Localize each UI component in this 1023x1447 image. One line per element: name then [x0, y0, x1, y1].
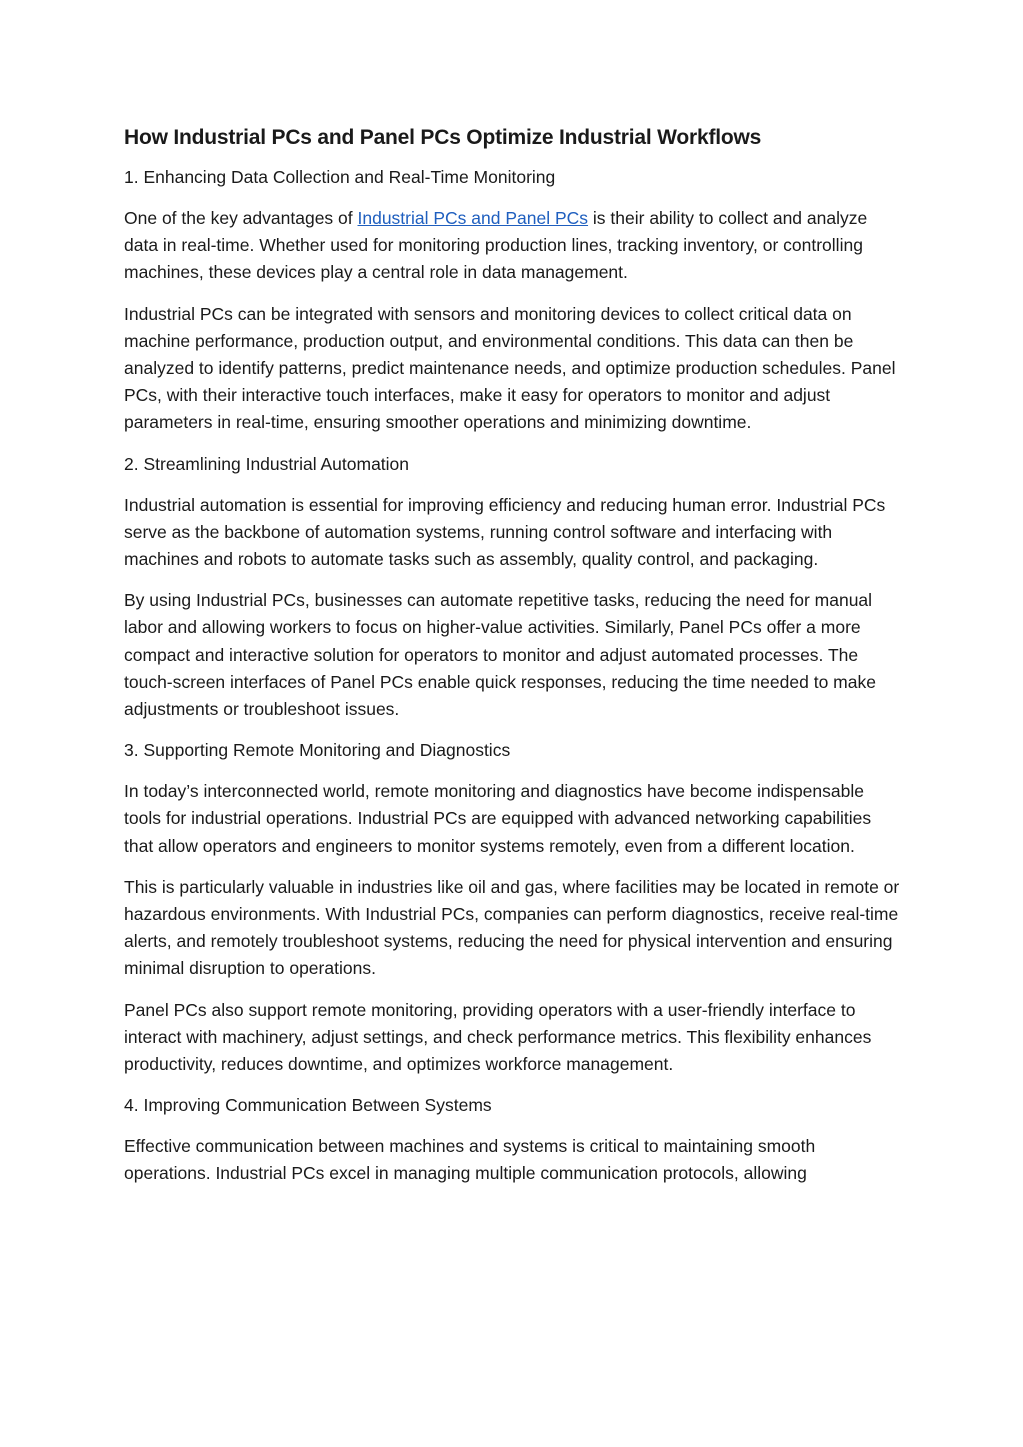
paragraph-communication: Effective communication between machines and systems is critical to maintaining smooth operations. Industrial PCs excel in managing multiple communication protocols, allowing — [124, 1136, 816, 1184]
paragraph-text: One of the key advantages of — [124, 208, 358, 228]
section-heading-communication: 4. Improving Communication Between Systems — [124, 1095, 492, 1116]
page-title: How Industrial PCs and Panel PCs Optimize Industrial Workflows — [124, 126, 762, 149]
section-heading-automation: 2. Streamlining Industrial Automation — [124, 453, 410, 474]
paragraph-oil-gas: This is particularly valuable in industries like oil and gas, where facilities may be located in remote or hazardous environments. With Industrial PCs, companies can perform diagnostics, receive real-time alerts, and remotely troubleshoot systems, reducing the need for physical intervention and ensuring minimal disruption to operations. — [124, 876, 900, 979]
paragraph-panel-remote: Panel PCs also support remote monitoring, providing operators with a user-friendly interface to interact with machinery, adjust settings, and check performance metrics. This flexibility enhances productivity, reduces downtime, and optimizes workforce management. — [124, 999, 872, 1075]
industrial-pcs-link[interactable]: Industrial PCs and Panel PCs — [357, 208, 589, 228]
paragraph-repetitive-tasks: By using Industrial PCs, businesses can automate repetitive tasks, reducing the need for manual labor and allowing workers to focus on higher-value activities. Similarly, Panel PCs offer a more compact and interactive solution for operators to monitor and adjust automated processes. The touch-screen interfaces of Panel PCs enable quick responses, reducing the time needed to make adjustments or troubleshoot issues. — [124, 590, 876, 720]
section-heading-data-collection: 1. Enhancing Data Collection and Real-Time Monitoring — [124, 167, 556, 187]
paragraph-automation: Industrial automation is essential for improving efficiency and reducing human error. Industrial PCs serve as the backbone of automation systems, running control software and interfacing with machines and robots to automate tasks such as assembly, quality control, and packaging. — [124, 494, 886, 570]
paragraph-interconnected: In today’s interconnected world, remote monitoring and diagnostics have become indispensable tools for industrial operations. Industrial PCs are equipped with advanced networking capabilities that allow operators and engineers to monitor systems remotely, even from a different location. — [124, 781, 872, 856]
paragraph-intro — [124, 205, 904, 287]
document-page — [124, 122, 904, 1202]
paragraph-text: is their ability to collect and analyze data in real-time. Whether used for monitoring production lines, tracking inventory, or controlling machines, these devices play a central role in data management. — [124, 208, 868, 283]
section-heading-remote-monitoring: 3. Supporting Remote Monitoring and Diagnostics — [124, 740, 511, 761]
paragraph-sensors: Industrial PCs can be integrated with sensors and monitoring devices to collect critical data on machine performance, production output, and environmental conditions. This data can then be analyzed to identify patterns, predict maintenance needs, and optimize production schedules. Panel PCs, with their interactive touch interfaces, make it easy for operators to monitor and adjust parameters in real-time, ensuring smoother operations and minimizing downtime. — [124, 303, 896, 433]
